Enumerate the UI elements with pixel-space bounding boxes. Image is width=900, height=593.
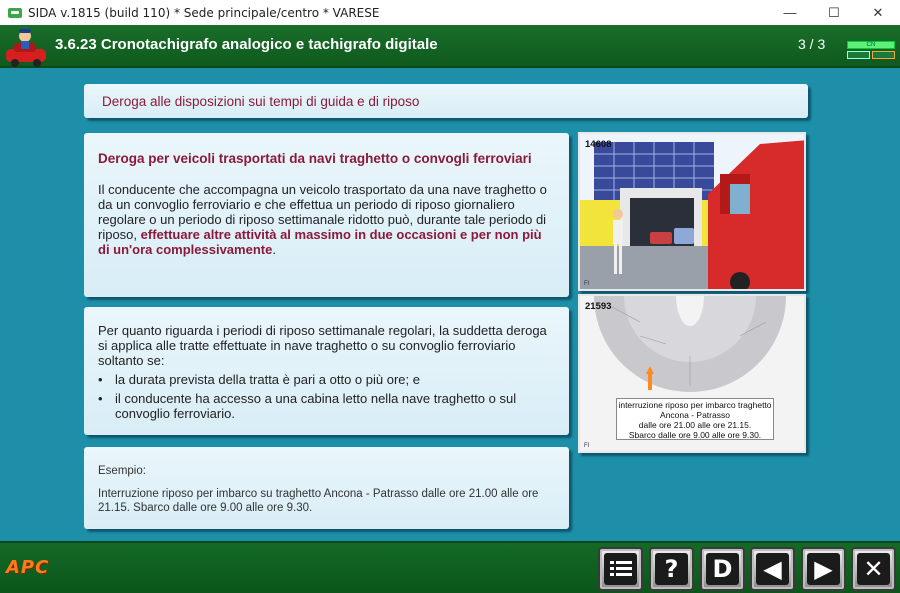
- list-index-icon: [604, 553, 637, 585]
- chapter-title: 3.6.23 Cronotachigrafo analogico e tachigrafo digitale: [55, 36, 438, 53]
- conditions-list: [98, 372, 555, 421]
- list-item: • il conducente ha accesso a una cabina letto nella nave traghetto o sul convoglio ferroviario.: [98, 391, 555, 421]
- previous-page-button[interactable]: [750, 547, 795, 591]
- example-label: Esempio:: [98, 465, 146, 477]
- brand-logo: APC: [6, 557, 50, 578]
- derogation-panel: [84, 133, 569, 297]
- close-icon: ✕: [857, 553, 890, 585]
- exit-button[interactable]: [851, 547, 896, 591]
- derogation-body: [98, 182, 555, 257]
- maximize-button[interactable]: ☐: [828, 4, 840, 20]
- next-page-button[interactable]: [801, 547, 846, 591]
- derogation-highlight: effettuare altre attività al massimo in due occasioni e per non più di un'ora complessivamente: [98, 227, 542, 257]
- indicator-cell: [847, 51, 870, 59]
- image-id: 14608: [585, 139, 612, 150]
- weekly-rest-panel: [84, 307, 569, 435]
- dictionary-icon: D: [706, 553, 739, 585]
- caption-line: dalle ore 21.00 alle ore 21.15.: [638, 420, 752, 430]
- ferry-scene-image: [580, 134, 806, 291]
- image-tag: FI: [584, 443, 590, 449]
- disc-caption: [616, 398, 774, 440]
- caption-line: Ancona - Patrasso: [660, 410, 730, 420]
- tachograph-disc-illustration: [578, 294, 806, 453]
- image-tag: FI: [584, 281, 590, 287]
- indicator-label: CN: [847, 41, 895, 49]
- app-icon: [8, 8, 22, 18]
- arrow-right-icon: ▶: [807, 553, 840, 585]
- example-text: Interruzione riposo per imbarco su traghetto Ancona - Patrasso dalle ore 21.00 alle ore 21.15. Sbarco dalle ore 9.00 alle ore 9.30.: [98, 488, 539, 514]
- arrow-left-icon: ◀: [756, 553, 789, 585]
- page-counter: 3 / 3: [798, 36, 826, 52]
- caption-line: Sbarco dalle ore 9.00 alle ore 9.30.: [628, 430, 762, 440]
- derogation-text-end: .: [272, 242, 276, 257]
- help-icon: ?: [655, 553, 688, 585]
- ferry-illustration: [578, 132, 806, 291]
- app-footer: [0, 541, 900, 593]
- weekly-rest-intro: Per quanto riguarda i periodi di riposo settimanale regolari, la suddetta deroga si applica alle tratte effettuate in nave traghetto o su convoglio ferroviario soltanto se:: [98, 323, 547, 368]
- window-title: SIDA v.1815 (build 110) * Sede principale/centro * VARESE: [28, 5, 380, 20]
- driver-car-logo-icon: [4, 27, 48, 67]
- minimize-button[interactable]: —: [783, 5, 797, 20]
- image-id: 21593: [585, 301, 612, 312]
- section-subtitle: Deroga alle disposizioni sui tempi di guida e di riposo: [102, 94, 420, 109]
- dictionary-button[interactable]: [700, 547, 745, 591]
- progress-indicator: [847, 41, 895, 61]
- example-panel: [84, 447, 569, 529]
- derogation-heading: Deroga per veicoli trasportati da navi traghetto o convogli ferroviari: [98, 151, 532, 166]
- index-button[interactable]: [598, 547, 643, 591]
- app-header: [0, 25, 900, 68]
- window-titlebar: [0, 0, 900, 25]
- caption-line: interruzione riposo per imbarco traghetto: [618, 400, 772, 410]
- section-subtitle-bar: [84, 84, 808, 118]
- help-button[interactable]: [649, 547, 694, 591]
- close-window-button[interactable]: ✕: [872, 4, 884, 20]
- indicator-cell: [872, 51, 895, 59]
- derogation-text: Il conducente che accompagna un veicolo trasportato da una nave traghetto o da un convoglio ferroviario e che effettua un periodo di riposo giornaliero regolare o un periodo di riposo settimanale ridotto può, durante tale periodo di riposo,: [98, 182, 547, 242]
- list-item: • la durata prevista della tratta è pari a otto o più ore; e: [98, 372, 555, 387]
